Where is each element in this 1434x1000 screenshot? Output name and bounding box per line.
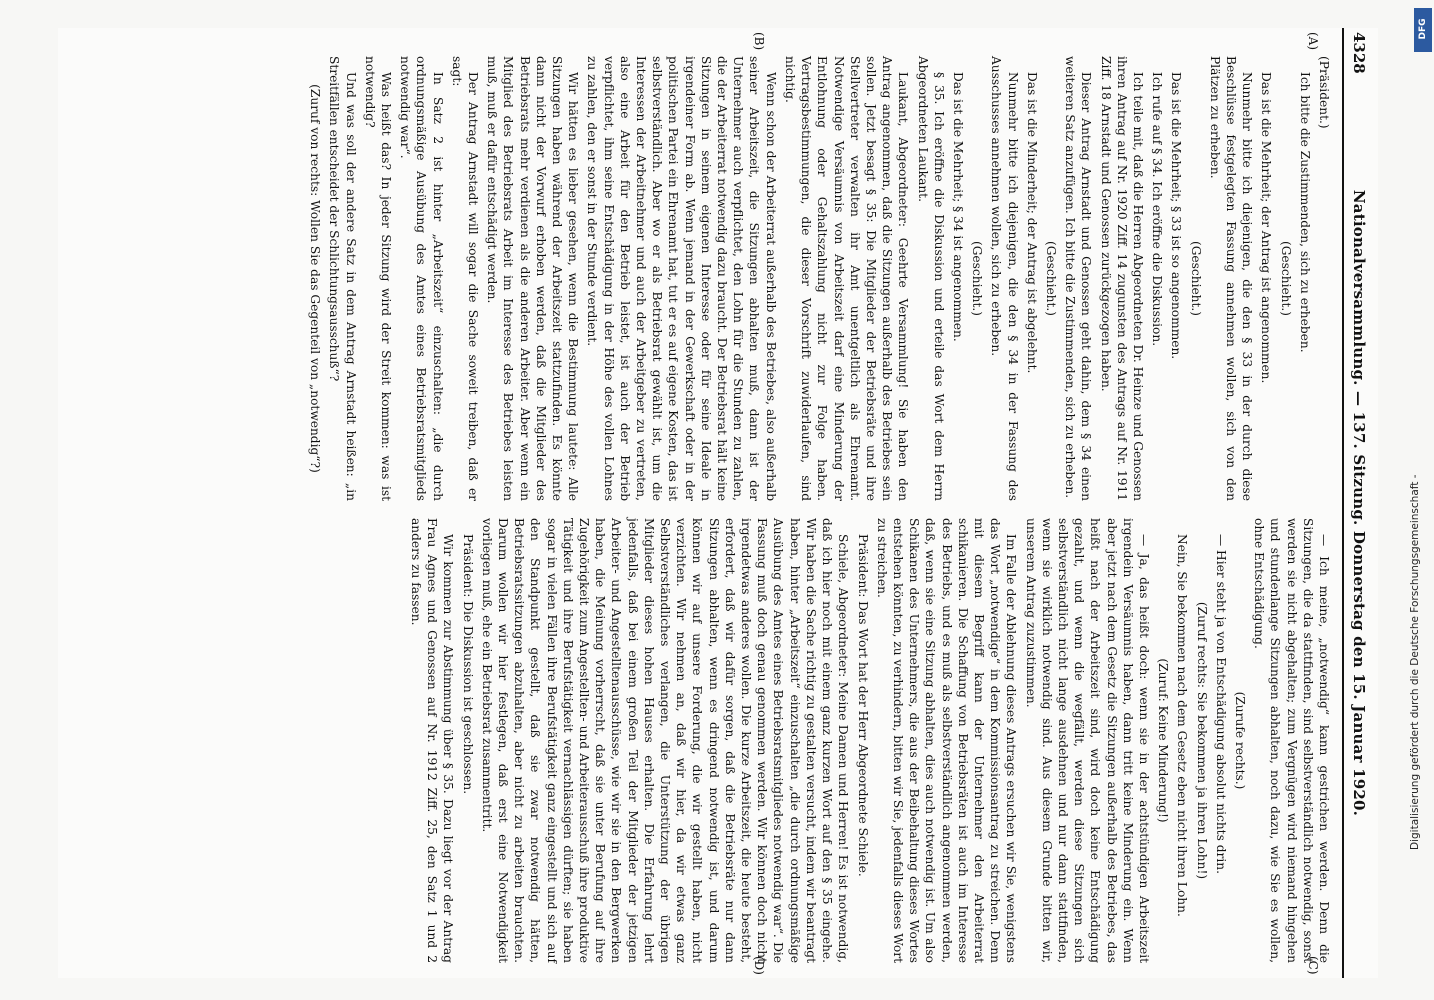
margin-marker-c: (C) bbox=[1306, 956, 1320, 975]
left-text-column bbox=[304, 56, 1332, 501]
paragraph: Das ist die Mehrheit; § 33 ist so angenommen. bbox=[1169, 72, 1184, 360]
credit-text: Digitalisierung gefördert durch die Deutsche Forschungsgemeinschaft - bbox=[1409, 474, 1421, 850]
document-page bbox=[58, 28, 1378, 978]
margin-marker-a: (A) bbox=[1306, 32, 1320, 51]
paragraph: Wir hätten es lieber gesehen, wenn die Bestimmung lautete: Alle Sitzungen haben während der Arbeitszeit stattzufinden. Es könnte dann nicht der Vorwurf erhoben werden, daß die Mitglieder des Betriebsrats mehr verdienen als die anderen Arbeiter. Aber wenn ein Mitglied des Betriebsrats Arbeit im Interesse des Betriebes leisten muß, muß er dafür entschädigt werden. bbox=[485, 56, 581, 501]
dfg-logo-text: DFG bbox=[1418, 18, 1428, 40]
paragraph: Das ist die Mehrheit; § 34 ist angenommen. bbox=[950, 72, 965, 342]
dfg-logo bbox=[1414, 8, 1432, 52]
paragraph: (Geschieht.) bbox=[1188, 240, 1203, 317]
page-number: 4328 bbox=[1350, 32, 1368, 74]
paragraph: Das ist die Mehrheit; der Antrag ist angenommen. bbox=[1259, 72, 1274, 384]
running-header bbox=[1342, 28, 1378, 978]
paragraph: Nunmehr bitte ich diejenigen, die den § 33 in der durch diese Beschlüsse festgelegten Fassung annehmen wollen, sich von den Plätzen zu erheben. bbox=[1207, 56, 1255, 501]
paragraph: Wenn schon der Arbeiterrat außerhalb des Betriebes, also außerhalb seiner Arbeitszeit, die Sitzungen abhalten muß, dann ist der Unternehmer auch verpflichtet, den Lohn für die Stunden zu zahlen, die der Arbeiterrat notwendig dazu braucht. Der Betriebsrat hält keine Sitzungen in seinem eigenen Interesse oder für seine Ideale in irgendeiner Form ab. Wenn jemand in der Gewerkschaft oder in der politischen Partei ein Ehrenamt hat, tut er es auf eigene Kosten, das ist selbstverständlich. Aber wo er als Betriebsrat gewählt ist, um die Interessen der Arbeitnehmer und auch der Arbeitgeber zu vertreten, also eine Arbeit für den Betrieb leistet, ist auch der Betrieb verpflichtet, ihm seine Entschädigung in der Höhe des vollen Lohnes zu zahlen, den er sonst in der Stunde verdient. bbox=[585, 56, 778, 501]
paragraph: Präsident: Die Diskussion ist geschlossen. bbox=[460, 534, 475, 795]
right-text-column bbox=[405, 518, 1332, 963]
paragraph: (Geschieht.) bbox=[1278, 240, 1293, 317]
paragraph: (Präsident.) bbox=[1317, 56, 1331, 129]
paragraph: Präsident: Das Wort hat der Herr Abgeordnete Schiele. bbox=[855, 534, 870, 877]
paragraph: Was heißt das? In jeder Sitzung wird der Streit kommen: was ist notwendig? bbox=[362, 56, 394, 501]
paragraph: Der Antrag Arnstadt will sogar die Sache soweit treiben, daß er sagt: bbox=[449, 56, 481, 501]
paragraph: Das ist die Minderheit; der Antrag ist abgelehnt. bbox=[1024, 72, 1039, 374]
paragraph: Schiele, Abgeordneter: Meine Damen und Herren! Es ist notwendig, daß ich hier noch mit einem ganz kurzen Wort auf den § 35 eingehe. Wir haben die Sache richtig zu gestalten versucht, indem wir beantragt haben, hinter „Arbeitszeit“ einzuschalten „die durch ordnungsmäßige Ausübung des Amtes eines Betriebsratsmitgliedes notwendig war“. Die Fassung muß doch genau genommen werden. Wir können doch nicht irgendetwas anderes wollen. Die kurze Arbeitszeit, die heute besteht, erfordert, daß wir dafür sorgen, daß die Betriebsräte nur dann Sitzungen abhalten, wenn es dringend notwendig ist, und darum können wir auf unsere Forderung, die wir gestellt haben, nicht verzichten. Wir nehmen an, daß wir hier, da wir etwas ganz Selbstverständliches verlangen, die Unterstützung der übrigen Mitglieder dieses hohen Hauses erhalten. Die Erfahrung lehrt jedenfalls, daß bei einem großen Teil der Mitglieder der jetzigen Arbeiter- und Angestelltenausschüsse, wie wir sie in den Bergwerken haben, die Meinung vorherrscht, daß sie unter Berufung auf ihre Zugehörigkeit zum Angestellten- und Arbeiterausschuß ihre produktive Tätigkeit und ihre Berufstätigkeit vernachlässigen dürften; sie haben sogar in vielen Fällen ihre Berufstätigkeit ganz eingestellt und sich auf den Standpunkt gestellt, daß sie zwar notwendig hätten, Betriebsratssitzungen abzuhalten, aber nicht zu arbeiten brauchten. Darum wollen wir hier festlegen, daß erst eine Notwendigkeit vorliegen muß, ehe ein Betriebsrat zusammentritt. bbox=[479, 518, 851, 963]
paragraph: (Zuruf: Keine Minderung!) bbox=[1156, 658, 1171, 823]
paragraph: — Ja, das heißt doch: wenn sie in der achtstündigen Arbeitszeit irgendein Versäumnis haben, dann tritt keine Minderung ein. Wenn aber jetzt nach dem Gesetz die Sitzungen außerhalb des Betriebes, das heißt nach der Arbeitszeit sind, wird doch keine Entschädigung gezahlt, und wenn die wegfällt, werden diese Sitzungen sich selbstverständlich nicht lange ausdehnen und nur dann stattfinden, wenn sie wirklich notwendig sind. Aus diesem Grunde bitten wir, unserem Antrag zuzustimmen. bbox=[1023, 518, 1151, 963]
paragraph: (Zurufe rechts.) bbox=[1232, 691, 1247, 790]
paragraph: — Hier steht ja von Entschädigung absolut nichts drin. bbox=[1213, 534, 1228, 874]
paragraph: Wir kommen zur Abstimmung über § 35. Dazu liegt vor der Antrag Frau Agnes und Genossen auf Nr. 1912 Ziff. 25, den Satz 1 und 2 anders zu fassen. bbox=[409, 518, 456, 963]
paragraph: (Geschieht.) bbox=[1043, 240, 1058, 317]
paragraph: (Zuruf von rechts: Wollen Sie das Gegenteil von „notwendig“?) bbox=[308, 84, 323, 473]
paragraph: Und was soll der andere Satz in dem Antrag Arnstadt heißen: „in Streitfällen entscheidet der Schlichtungsausschuß“? bbox=[327, 56, 358, 501]
paragraph: § 35. Ich eröffne die Diskussion und erteile das Wort dem Herrn Abgeordneten Laukant. bbox=[915, 56, 946, 501]
paragraph: Nunmehr bitte ich diejenigen, die den § 34 in der Fassung des Ausschusses annehmen wollen, sich zu erheben. bbox=[989, 56, 1020, 501]
digitization-credit bbox=[1400, 10, 1430, 990]
paragraph: In Satz 2 ist hinter „Arbeitszeit“ einzuschalten: „die durch ordnungsmäßige Ausübung des Amtes eines Betriebsratsmitglieds notwendig war“. bbox=[398, 56, 445, 501]
paragraph: Ich rufe auf § 34. Ich eröffne die Diskussion. bbox=[1150, 72, 1165, 347]
header-title: Nationalversammlung. — 137. Sitzung. Donnerstag den 15. Januar 1920. bbox=[1350, 189, 1368, 817]
paragraph: — Ich meine, „notwendig“ kann gestrichen werden. Denn die Sitzungen, die da stattfinden, sind selbstverständlich notwendig, sonst werden sie nicht abgehalten; zum Vergnügen wird niemand hingehen und stundenlange Sitzungen abhalten, noch dazu, wie Sie es wollen, ohne Entschädigung. bbox=[1252, 518, 1331, 963]
paragraph: Ich teile mit, daß die Herren Abgeordneten Dr. Heinze und Genossen ihren Antrag auf Nr. 1920 Ziff. 14 zugunsten des Antrags auf Nr. 1911 Ziff. 18 Arnstadt und Genossen zurückgezogen haben. bbox=[1098, 56, 1145, 501]
paragraph: Dieser Antrag Arnstadt und Genossen geht dahin, dem § 34 einen weiteren Satz anzufügen. Ich bitte die Zustimmenden, sich zu erheben. bbox=[1063, 56, 1094, 501]
margin-marker-b: (B) bbox=[752, 32, 766, 51]
paragraph: Im Falle der Ablehnung dieses Antrags ersuchen wir Sie, wenigstens das Wort „notwendige“ in dem Kommissionsantrag zu streichen. Denn mit diesem Begriff kann der Unternehmer den Arbeiterrat schikanieren. Die Schaffung von Betriebsräten ist auch im Interesse des Betriebs, und es muß als selbstverständlich angenommen werden, daß, wenn sie eine Sitzung abhalten, dies auch notwendig ist. Um also Schikanen des Unternehmers, die aus der Beibehaltung dieses Wortes entstehen könnten, zu verhindern, bitten wir Sie, jedenfalls dieses Wort zu streichen. bbox=[874, 518, 1019, 963]
paragraph: Laukant, Abgeordneter: Geehrte Versammlung! Sie haben den Antrag angenommen, daß die Sitzungen außerhalb des Betriebes sein sollen. Jetzt besagt § 35: Die Mitglieder der Betriebsräte und ihre Stellvertreter verwalten ihr Amt unentgeltlich als Ehrenamt. Notwendige Versäumnis von Arbeitszeit darf eine Minderung der Entlohnung oder Gehaltszahlung nicht zur Folge haben. Vertragsbestimmungen, die dieser Vorschrift zuwiderlaufen, sind nichtig. bbox=[782, 56, 911, 501]
paragraph: (Geschieht.) bbox=[970, 240, 985, 317]
paragraph: Nein, Sie bekommen nach dem Gesetz eben nicht ihren Lohn. bbox=[1175, 534, 1190, 917]
margin-marker-d: (D) bbox=[752, 956, 766, 975]
paragraph: (Zuruf rechts: Sie bekommen ja ihren Lohn!) bbox=[1194, 601, 1209, 880]
rotated-document-page bbox=[58, 28, 1378, 978]
paragraph: Ich bitte die Zustimmenden, sich zu erheben. bbox=[1297, 72, 1312, 353]
